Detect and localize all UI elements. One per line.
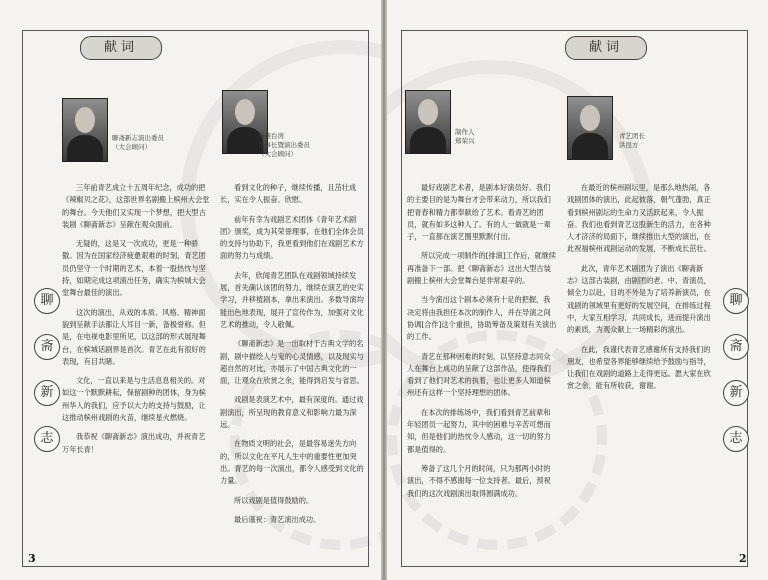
section-banner: 献词 bbox=[80, 36, 162, 60]
paragraph: 在本次的排练场中，我们看到青艺前辈和年轻团员一起努力，其中的困难与辛苦可想而知，但是他们的热忱令人感动，这一切的努力都是值得的。 bbox=[407, 407, 551, 454]
right-page bbox=[387, 0, 768, 580]
portrait-caption: 聊斋新志演出委员 （大会顾问） bbox=[112, 134, 164, 151]
portrait-photo bbox=[405, 90, 451, 154]
title-char: 新 bbox=[34, 380, 60, 406]
paragraph: 所以完成一项制作的[排演]工作后，就继续再准备下一部。把《聊斋新志》这出大型古装剧搬上槟州大会堂舞台是非常艰辛的。 bbox=[407, 251, 556, 286]
paragraph: 在物质文明的社会，是最容易迷失方向的，所以文化在平凡人生中的重要性更加突出。青艺的每一次演出，都令人感受到文化的力量。 bbox=[220, 439, 364, 486]
portrait-caption: 制作人 郑荣兴 bbox=[455, 128, 475, 145]
left-page bbox=[0, 0, 381, 580]
title-char: 聊 bbox=[723, 288, 749, 314]
paragraph: 前年有幸为戏剧艺术团体《青年艺术剧团》颁奖，成为其荣誉理事，在他们全体会员的支持与协助下，我更看到他们在戏剧艺术方面的努力与成绩。 bbox=[220, 214, 364, 261]
title-char: 志 bbox=[34, 426, 60, 452]
paragraph: 在此，我谨代表青艺感谢所有支持我们的朋友，也希望各界能够继续给予鼓励与指导，让我们在戏剧的道路上走得更远。愿大家在欣赏之余，能有所收获，谢谢。 bbox=[567, 344, 711, 391]
paragraph: 去年，欣闻青艺团队在戏剧领域持续发展，首先确认该团的努力，继续在演艺的史实学习，并移植剧本，拿出来演出。多数导演均能出色地表现，展开了宣传作为，加强对文化艺术的推动，令人敬佩。 bbox=[220, 270, 364, 329]
text-column bbox=[220, 182, 365, 533]
paragraph: 看到文化的种子，继续传播，且茁壮成长，实在令人振奋、欣慰。 bbox=[220, 183, 357, 205]
text-column bbox=[567, 182, 713, 400]
text-column bbox=[407, 182, 557, 507]
portrait-photo bbox=[62, 98, 108, 162]
title-char: 斋 bbox=[723, 334, 749, 360]
title-char: 新 bbox=[723, 380, 749, 406]
portrait-photo bbox=[567, 96, 613, 160]
title-char: 志 bbox=[723, 426, 749, 452]
portrait-caption: 杨燕台湾 董事长暨演出委员 （大会顾问） bbox=[258, 132, 310, 158]
page-number: 2 bbox=[739, 552, 747, 565]
paragraph: 当今演出这个剧本必须有十足的把握，我决定将由我担任本次的制作人，并在导演之间协调[合作]这个重担，协助筹备及策划有关演出的工作。 bbox=[407, 295, 557, 342]
paragraph: 青艺在那种困难的时刻，以坚持意志同众人在舞台上成功的呈献了这部作品，使得我们看到了他们对艺术的执着，也让更多人知道槟州还有这样一个坚持理想的团体。 bbox=[407, 351, 551, 398]
paragraph: 文化，一直以来是与生活息息相关的。对如这一个默默耕耘，保留剧种的团体，身为槟州华人的我们，应予以大力的支持与鼓励，让这推动槟州戏剧的火苗，继续星火燃烧。 bbox=[62, 376, 206, 423]
vertical-title bbox=[723, 288, 749, 498]
paragraph: 最后谨祝：青艺演出成功。 bbox=[234, 514, 321, 524]
paragraph: 我恭祝《聊斋新志》演出成功，并祝青艺万年长青！ bbox=[62, 432, 206, 454]
vertical-title bbox=[34, 288, 60, 498]
paragraph: 戏剧是表演艺术中，最有深度的。通过戏剧演出，所呈现的教育意义和影响力最为深远。 bbox=[220, 395, 364, 430]
page-number: 3 bbox=[28, 552, 36, 565]
paragraph: 三年前青艺成立十五周年纪念，成功的把《辣椒贝之花》，这部世界名剧搬上槟州大会堂的舞台。今天他们又实现一个梦想，把大型古装剧《聊斋新志》呈献在观众面前。 bbox=[62, 183, 210, 229]
portrait-caption: 青艺团长 洪昆方 bbox=[619, 132, 645, 149]
paragraph: 筹备了这几个月的时间，只为那两小时的演出，不得不感谢每一位支持者。最后，预祝我们的这次戏剧演出取得圆满成功。 bbox=[407, 463, 551, 498]
paragraph: 《聊斋新志》是一出取材于古典文学的名剧，剧中描绘人与鬼的心灵情感，以及现实与超自然的对比，亦展示了中国古典文化的一面，让观众在欣赏之余，能得到启发与省思。 bbox=[220, 339, 364, 386]
paragraph: 这次的演出，从戏的本质、风格、精神面貌到呈献手法都让人耳目一新，备极誉称。但是，在电视电影里所见，以这部的形式展现舞台，在槟城话剧界是首次。青艺在此有很好的表现，有目共睹。 bbox=[62, 307, 206, 366]
title-char: 斋 bbox=[34, 334, 60, 360]
title-char: 聊 bbox=[34, 288, 60, 314]
paragraph: 无疑的，这是又一次成功，更是一种骄傲。因为在国家经济疲惫艰难的时刻，青艺团员仍坚守一个时期的艺术，本着一股热忱与坚持，如期完成这项演出任务，确实为槟城大会堂舞台最佳的演出。 bbox=[62, 239, 206, 298]
paragraph: 最好戏剧艺术者，是剧本好演员好。我们的主要目的是为舞台才会带来动力，所以我们把青春和精力都奉献给了艺术。看青艺的团员，就有如多这种人了。有的人一做就是一辈子，一直都在演艺圈里默默付出。 bbox=[407, 183, 551, 242]
paragraph: 所以戏剧是值得鼓励的。 bbox=[234, 495, 314, 505]
text-column bbox=[62, 182, 212, 463]
paragraph: 此次，青年艺术剧团为了演出《聊斋新志》这部古装剧，由剧团的老、中、青演员，倾全力以赴，目的不外是为了培养新演员，在戏剧的领域里有更好的发展空间，在排练过程中，大家互相学习，共同成长，进而提升演出的素质，为观众献上一场精彩的演出。 bbox=[567, 263, 711, 335]
paragraph: 在最近的槟州剧坛里，是那么地热闹，各戏剧团体的演出，此起彼落，朝气蓬勃，真正看到槟州剧坛的生命力又活跃起来，令人振奋。我们也看到青艺这股新生的活力，在各种人才济济的局面下，继续推出大型的演出，在此祝福槟州戏剧运动的发展，不断成长茁壮。 bbox=[567, 183, 711, 254]
section-banner: 献词 bbox=[565, 36, 647, 60]
